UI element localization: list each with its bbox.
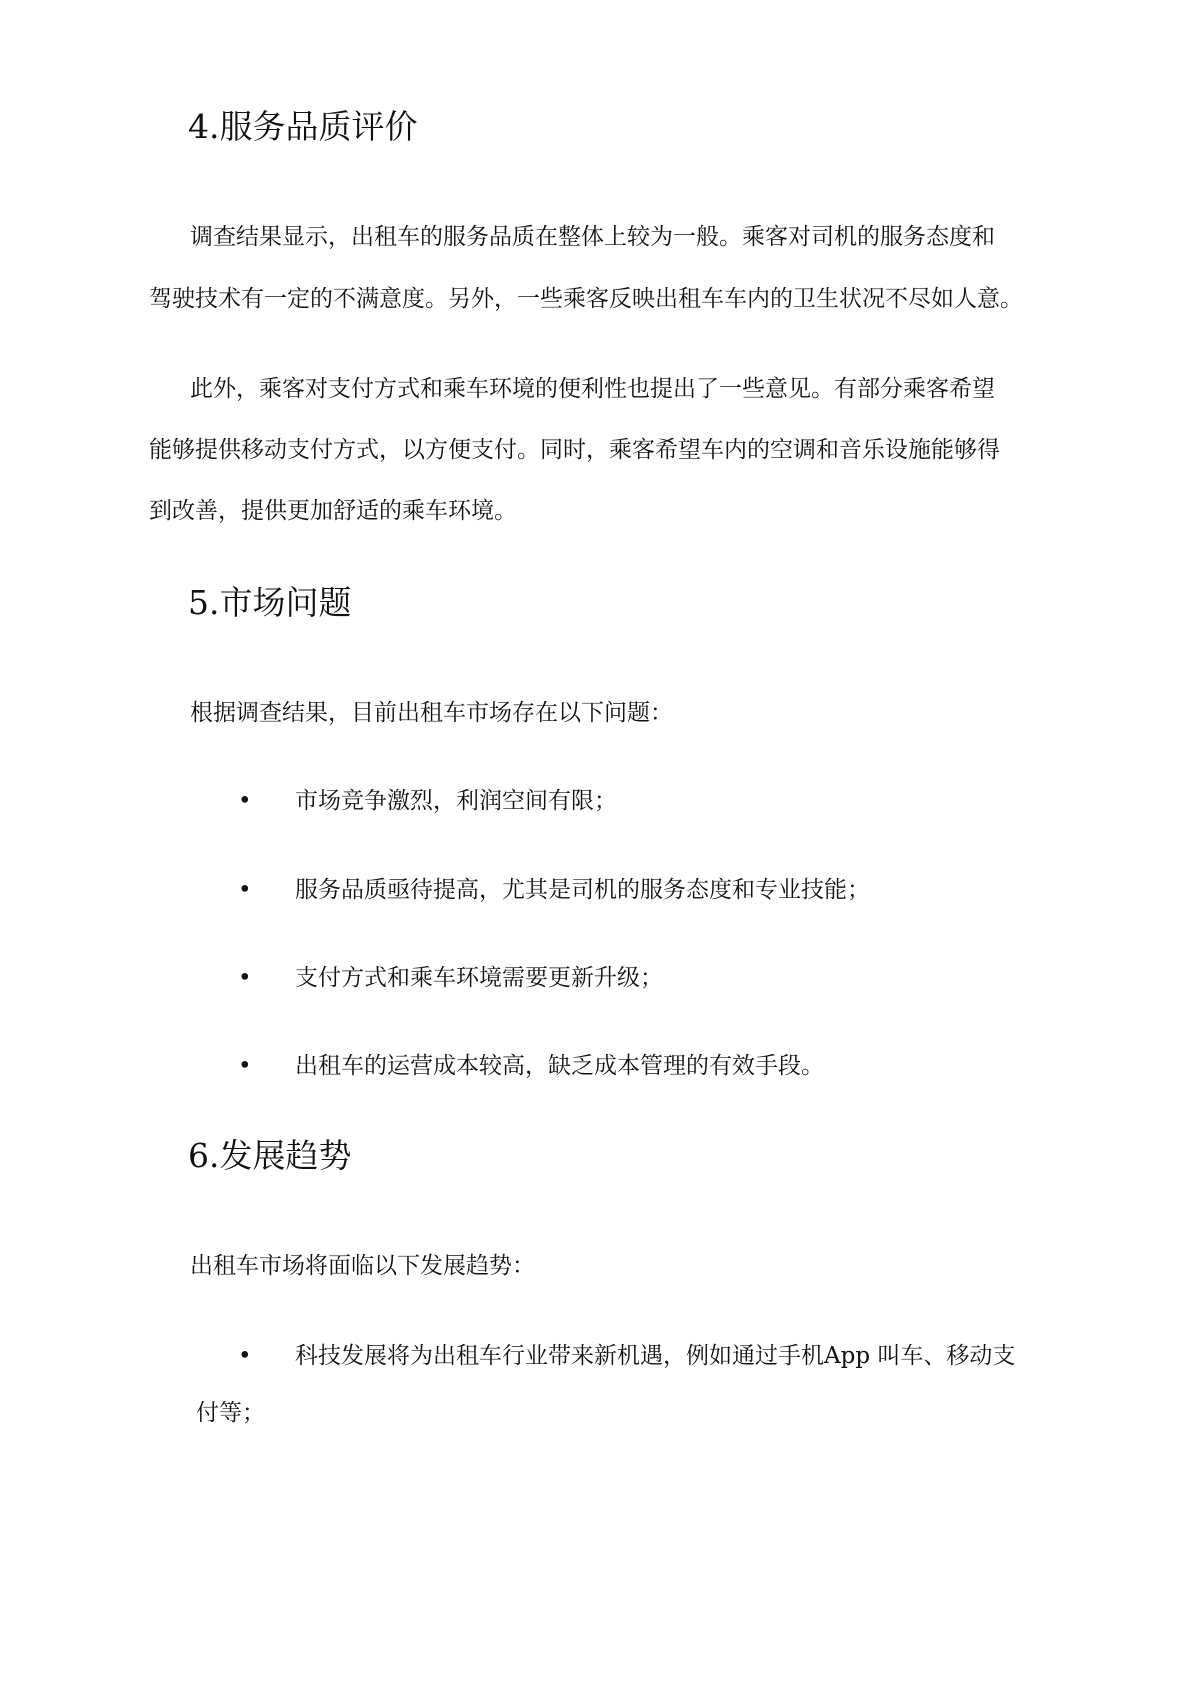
section-4-paragraph-2-line-2: 能够提供移动支付方式，以方便支付。同时，乘客希望车内的空调和音乐设施能够得 bbox=[149, 437, 1000, 463]
list-item-text: 支付方式和乘车环境需要更新升级； bbox=[295, 965, 663, 991]
list-item-text-line-2: 付等； bbox=[196, 1400, 265, 1426]
section-4-paragraph-1-line-1: 调查结果显示，出租车的服务品质在整体上较为一般。乘客对司机的服务态度和 bbox=[190, 224, 995, 250]
section-4-paragraph-2-line-3: 到改善，提供更加舒适的乘车环境。 bbox=[149, 498, 517, 524]
list-item-text-line-1: 科技发展将为出租车行业带来新机遇，例如通过手机App 叫车、移动支 bbox=[295, 1343, 1016, 1369]
bullet-icon: • bbox=[238, 1053, 252, 1079]
section-6-intro: 出租车市场将面临以下发展趋势： bbox=[190, 1253, 535, 1279]
list-item-text: 市场竞争激烈，利润空间有限； bbox=[295, 788, 617, 814]
section-5-heading: 5.市场问题 bbox=[188, 583, 352, 622]
bullet-icon: • bbox=[238, 1343, 252, 1369]
section-6-heading: 6.发展趋势 bbox=[188, 1136, 352, 1175]
bullet-icon: • bbox=[238, 788, 252, 814]
list-item-text: 出租车的运营成本较高，缺乏成本管理的有效手段。 bbox=[295, 1053, 824, 1079]
section-5-intro: 根据调查结果，目前出租车市场存在以下问题： bbox=[190, 700, 673, 726]
section-4-paragraph-2-line-1: 此外，乘客对支付方式和乘车环境的便利性也提出了一些意见。有部分乘客希望 bbox=[190, 376, 995, 402]
bullet-icon: • bbox=[238, 965, 252, 991]
section-4-heading: 4.服务品质评价 bbox=[188, 107, 418, 146]
bullet-icon: • bbox=[238, 877, 252, 903]
section-4-paragraph-1-line-2: 驾驶技术有一定的不满意度。另外，一些乘客反映出租车车内的卫生状况不尽如人意。 bbox=[149, 286, 1023, 312]
list-item-text: 服务品质亟待提高，尤其是司机的服务态度和专业技能； bbox=[295, 877, 870, 903]
